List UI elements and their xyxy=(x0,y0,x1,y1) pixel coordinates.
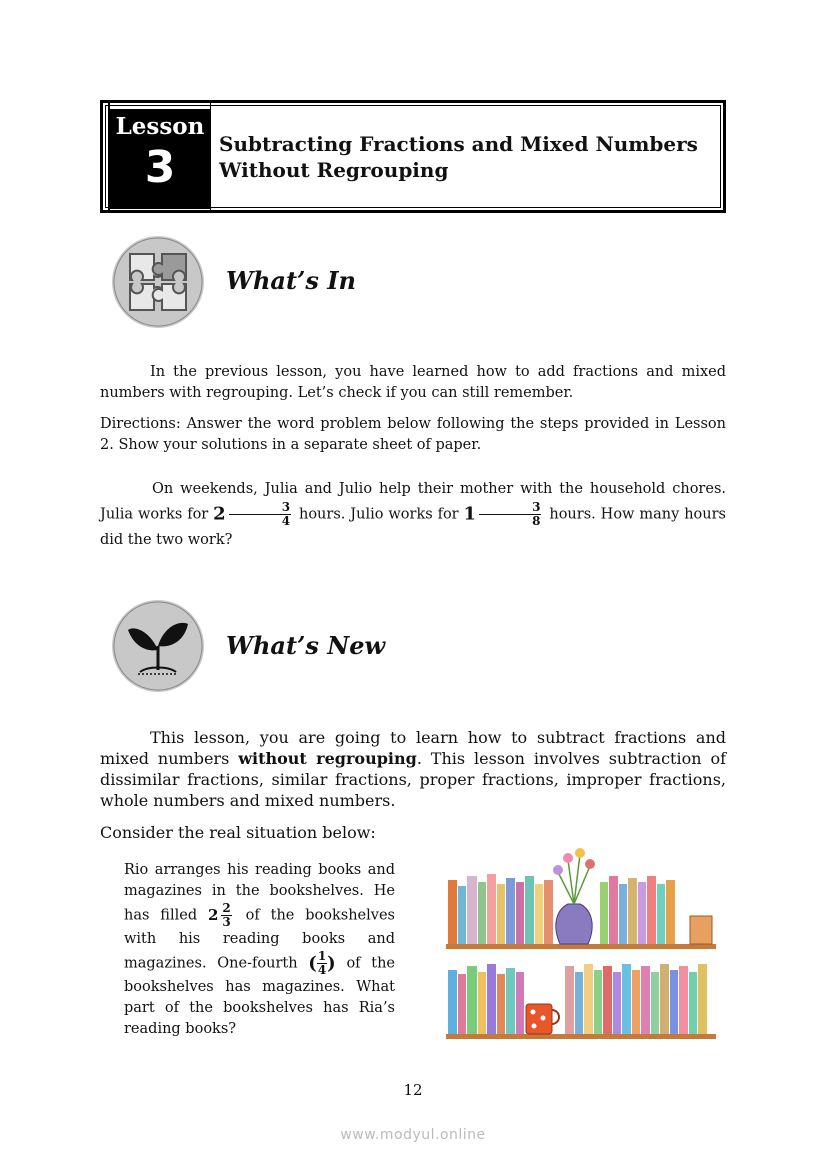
mixed-number-1-whole: 2 xyxy=(213,503,226,525)
lesson-header xyxy=(100,100,726,213)
fraction-denominator: 8 xyxy=(532,514,541,528)
situation-mixed-whole: 2 xyxy=(207,906,219,924)
problem-text-3: hours. How many hours did the two work? xyxy=(100,506,726,548)
whats-in-intro: In the previous lesson, you have learned how to add fractions and mixed numbers with regrouping. Let’s check if you can still remember. xyxy=(100,364,726,401)
puzzle-icon xyxy=(112,236,204,328)
watermark: www.modyul.online xyxy=(340,1127,486,1143)
situation-text xyxy=(124,860,395,1040)
fraction-numerator: 2 xyxy=(222,901,231,915)
lesson-title-line1: Subtracting Fractions and Mixed Numbers xyxy=(219,132,698,156)
problem-text-2: hours. Julio works for xyxy=(298,506,459,523)
fraction-denominator: 4 xyxy=(281,514,291,528)
situation-fraction xyxy=(317,950,327,977)
whats-new-heading: What’s New xyxy=(226,631,386,660)
lesson-badge xyxy=(109,109,211,209)
situation-text-2: of the bookshelves with his reading books and magazines. One-fourth xyxy=(124,907,395,972)
lesson-title-line2: Without Regrouping xyxy=(219,158,449,182)
fraction-denominator: 3 xyxy=(222,915,231,929)
paren-close: ) xyxy=(327,953,336,974)
situation-text-1: Rio arranges his reading books and magazines in the bookshelves. He has filled xyxy=(124,862,395,924)
intro-bold: without regrouping xyxy=(238,749,417,768)
fraction-numerator: 3 xyxy=(229,501,291,515)
lesson-number: 3 xyxy=(144,142,176,193)
whats-new-intro xyxy=(100,727,726,811)
fraction-numerator: 3 xyxy=(479,501,541,515)
mixed-number-1-fraction xyxy=(229,501,291,528)
situation-mixed-fraction xyxy=(221,902,231,929)
whats-in-heading: What’s In xyxy=(226,266,356,295)
mixed-number-2-whole: 1 xyxy=(463,503,477,525)
page-number: 12 xyxy=(403,1081,423,1099)
intro-text-1: This lesson, you are going to learn how to subtract fractions and mixed numbers xyxy=(100,728,726,768)
lesson-label: Lesson xyxy=(115,113,205,140)
paren-open: ( xyxy=(308,953,317,974)
sprout-icon xyxy=(112,600,204,692)
whats-in-directions: Directions: Answer the word problem below following the steps provided in Lesson 2. Show your solutions in a separate sheet of paper. xyxy=(100,416,726,453)
bookshelf-illustration xyxy=(440,846,720,1041)
mixed-number-2-fraction xyxy=(479,501,541,528)
lesson-divider-right xyxy=(210,103,211,210)
fraction-numerator: 1 xyxy=(317,949,327,963)
lesson-divider xyxy=(108,103,110,210)
situation-text-3: of the bookshelves has magazines. What part of the bookshelves has Ria’s reading books? xyxy=(124,955,396,1037)
lesson-title xyxy=(219,131,698,183)
fraction-denominator: 4 xyxy=(317,963,327,977)
whats-in-problem xyxy=(100,477,726,552)
intro-text-2: . This lesson involves subtraction of dissimilar fractions, similar fractions, proper fractions, improper fractions, whole numbers and mixed numbers. xyxy=(100,749,727,810)
problem-text-1: On weekends, Julia and Julio help their mother with the household chores. Julia works for xyxy=(100,481,726,523)
consider-text: Consider the real situation below: xyxy=(100,823,376,842)
